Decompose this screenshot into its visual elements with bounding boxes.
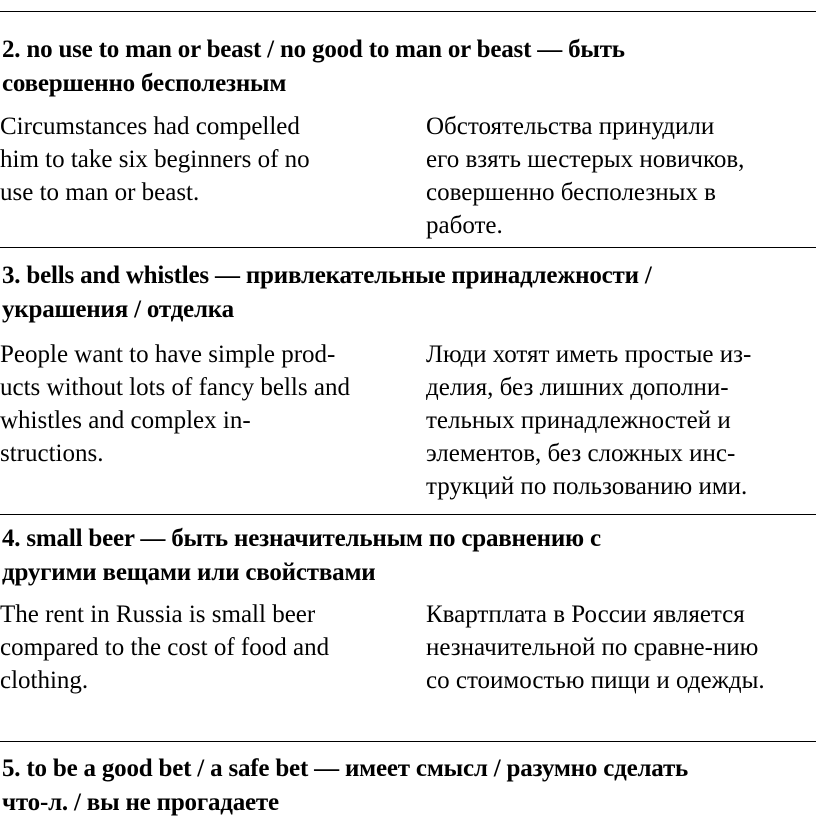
- english-example: Circumstances had compelled him to take six beginners of no use to man or beast.: [0, 113, 310, 206]
- russian-translation: Обстоятельства принудили его взять шестерых новичков, совершенно бесполезных в работе.: [426, 113, 745, 239]
- russian-translation: Люди хотят иметь простые из- делия, без лишних дополни- тельных принадлежностей и элементов, без сложных инс- трукций по пользованию ими.: [426, 341, 752, 500]
- entry-heading: 2. no use to man or beast / no good to man or beast — быть совершенно бесполезным: [2, 36, 625, 97]
- english-example: People want to have simple prod- ucts without lots of fancy bells and whistles and complex in- structions.: [0, 341, 350, 467]
- english-example: The rent in Russia is small beer compared to the cost of food and clothing.: [0, 601, 330, 694]
- divider-line: [0, 11, 816, 12]
- entry-heading: 4. small beer — быть незначительным по сравнению с другими вещами или свойствами: [2, 525, 601, 586]
- divider-line: [0, 247, 816, 248]
- entry-heading: 3. bells and whistles — привлекательные принадлежности / украшения / отделка: [2, 262, 652, 323]
- entry-heading: 5. to be a good bet / a safe bet — имеет смысл / разумно сделать что-л. / вы не прогадаете: [2, 755, 689, 816]
- divider-line: [0, 741, 816, 742]
- russian-translation: Квартплата в России является незначительной по сравне-нию со стоимостью пищи и одежды.: [426, 601, 765, 694]
- divider-line: [0, 514, 816, 515]
